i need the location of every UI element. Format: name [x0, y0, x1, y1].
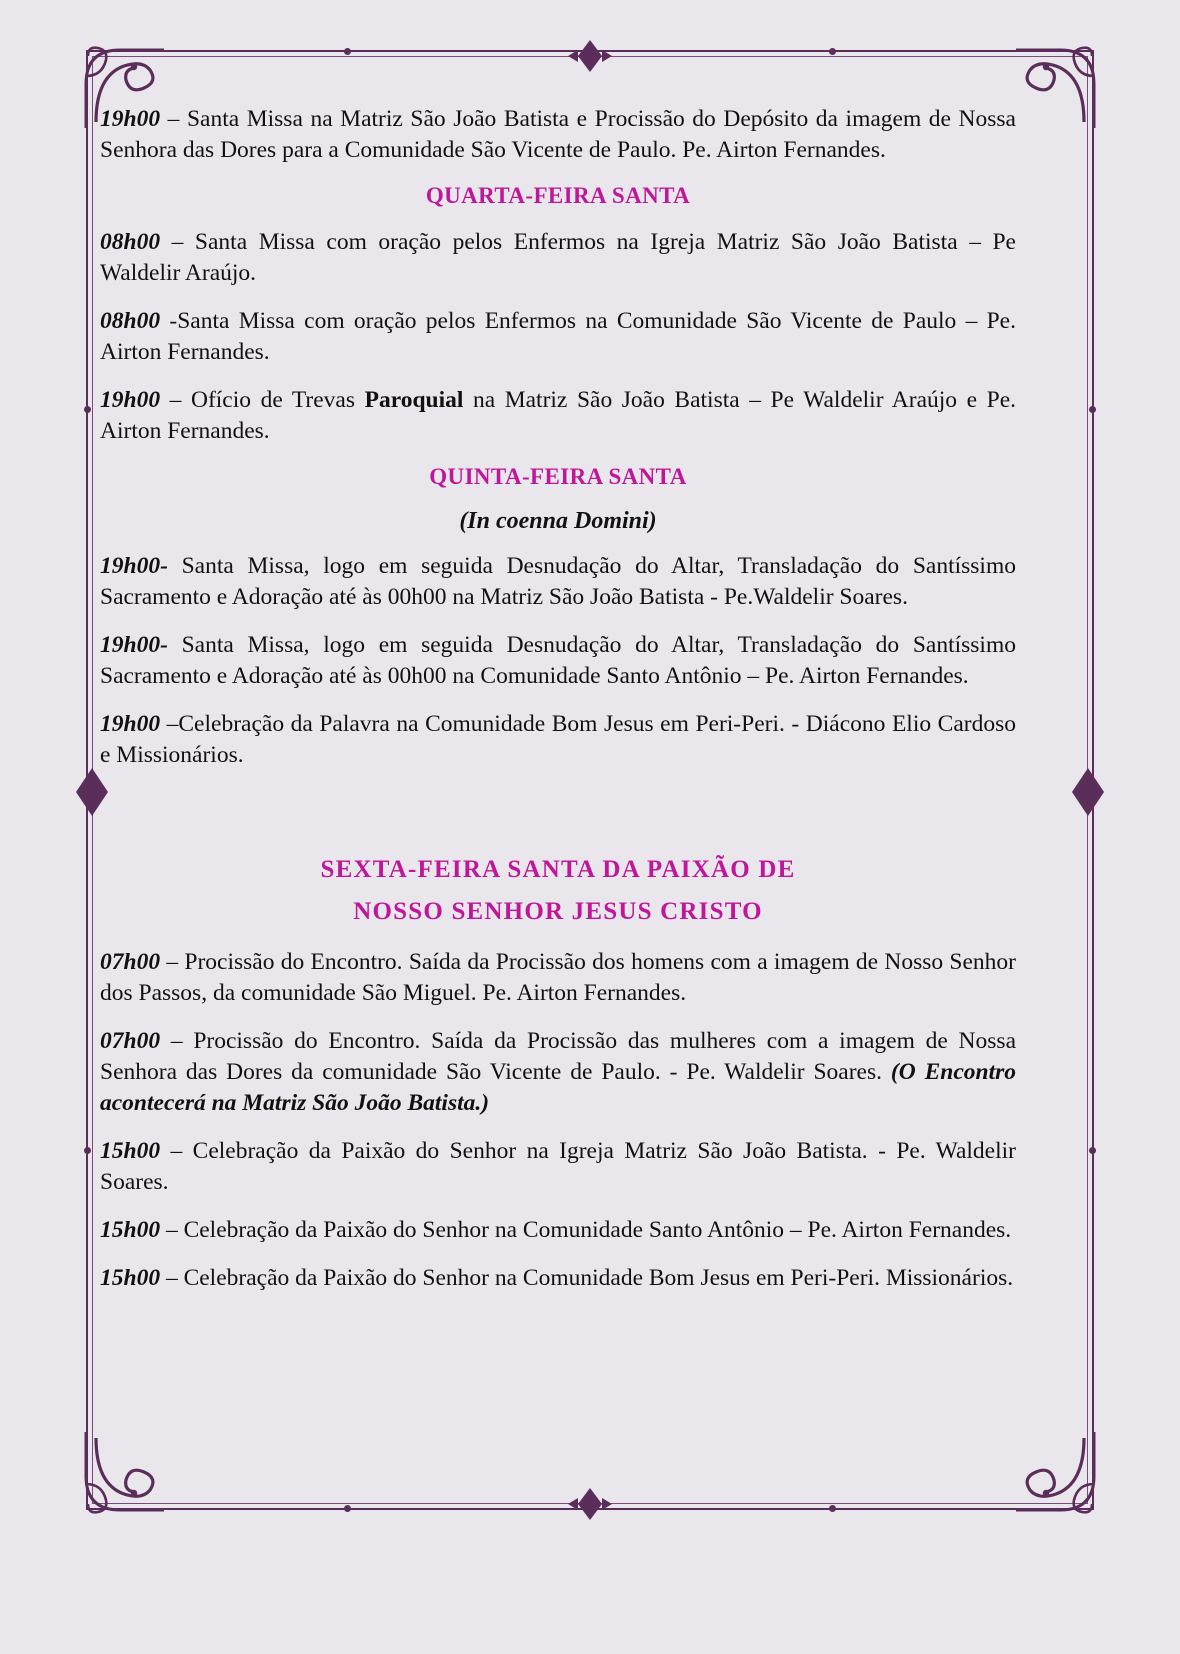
entry-text-before: – Ofício de Trevas: [160, 387, 365, 414]
entry-time: 15h00: [100, 1264, 161, 1291]
border-dot: [1089, 1147, 1096, 1154]
entry-text: – Celebração da Paixão do Senhor na Comunidade Santo Antônio – Pe. Airton Fernandes.: [160, 1216, 1012, 1243]
entry-text: -Santa Missa com oração pelos Enfermos na Comunidade São Vicente de Paulo – Pe. Airton Fernandes.: [100, 308, 1016, 366]
corner-flourish-top-right-icon: [1012, 36, 1108, 132]
entry-time: 08h00: [100, 308, 161, 335]
entry-quarta-08h00-matriz: [100, 227, 1016, 289]
entry-sexta-15h00-matriz: [100, 1136, 1016, 1198]
entry-sexta-07h00-homens: [100, 947, 1016, 1009]
entry-sexta-07h00-mulheres: [100, 1026, 1016, 1119]
entry-quinta-19h00-matriz: [100, 551, 1016, 613]
entry-quarta-19h00-oficio-trevas: [100, 385, 1016, 447]
border-dot: [84, 1147, 91, 1154]
entry-time: 19h00: [100, 387, 161, 414]
heading-quarta-feira-santa: QUARTA-FEIRA SANTA: [425, 183, 691, 209]
entry-text-after: na Matriz São João Batista – Pe Waldelir Araújo e Pe. Airton Fernandes.: [100, 387, 1017, 445]
entry-text: Santa Missa, logo em seguida Desnudação do Altar, Transladação do Santíssimo Sacramento e Adoração até às 00h00 na Matriz São João Batista - Pe.Waldelir Soares.: [100, 553, 1016, 611]
entry-text: – Santa Missa com oração pelos Enfermos na Igreja Matriz São João Batista – Pe Waldelir Araújo.: [100, 229, 1016, 287]
entry-text: – Santa Missa na Matriz São João Batista e Procissão do Depósito da imagem de Nossa Senhora das Dores para a Comunidade São Vicente de Paulo. Pe. Airton Fernandes.: [100, 106, 1016, 164]
entry-text: – Celebração da Paixão do Senhor na Igreja Matriz São João Batista. - Pe. Waldelir Soares.: [100, 1137, 1016, 1195]
entry-text: – Celebração da Paixão do Senhor na Comunidade Bom Jesus em Peri-Peri. Missionários.: [160, 1264, 1014, 1291]
heading-sexta-feira-santa-line2: NOSSO SENHOR JESUS CRISTO: [353, 898, 763, 926]
entry-quinta-19h00-santo-antonio: [100, 630, 1016, 692]
entry-time: 19h00: [100, 106, 161, 132]
subtitle-in-coenna-domini: (In coenna Domini): [459, 508, 657, 535]
diamond-ornament-right-icon: [1070, 762, 1106, 822]
border-dot: [829, 48, 836, 55]
entry-text-emphasis: (O Encontro acontecerá na Matriz São João Batista.): [100, 1058, 1016, 1116]
entry-text: Santa Missa, logo em seguida Desnudação do Altar, Transladação do Santíssimo Sacramento e Adoração até às 00h00 na Comunidade Santo Antônio – Pe. Airton Fernandes.: [100, 632, 1016, 690]
entry-sexta-15h00-bom-jesus: [100, 1263, 1016, 1294]
heading-sexta-feira-santa-line1: SEXTA-FEIRA SANTA DA PAIXÃO DE: [320, 856, 796, 884]
entry-time: 15h00: [100, 1137, 161, 1164]
entry-time: 07h00: [100, 1027, 161, 1054]
diamond-ornament-bottom-icon: [560, 1486, 620, 1522]
entry-sexta-15h00-santo-antonio: [100, 1215, 1016, 1246]
border-dot: [829, 1505, 836, 1512]
entry-time: 19h00: [100, 711, 161, 738]
entry-text: – Procissão do Encontro. Saída da Procissão dos homens com a imagem de Nosso Senhor dos Passos, da comunidade São Miguel. Pe. Airton Fernandes.: [100, 948, 1016, 1006]
border-dot: [344, 1505, 351, 1512]
entry-text-before: – Procissão do Encontro. Saída da Procissão das mulheres com a imagem de Nossa Senhora das Dores da comunidade São Vicente de Paulo. - Pe. Waldelir Soares.: [100, 1027, 1016, 1085]
entry-text-emphasis: Paroquial: [364, 387, 464, 414]
entry-quarta-08h00-sao-vicente: [100, 306, 1016, 368]
entry-quinta-19h00-bom-jesus: [100, 709, 1016, 771]
border-dot: [1089, 406, 1096, 413]
heading-quinta-feira-santa: QUINTA-FEIRA SANTA: [429, 464, 687, 490]
corner-flourish-bottom-left-icon: [72, 1428, 168, 1524]
entry-terca-19h00: [100, 104, 1016, 166]
document-body: [100, 104, 1016, 1294]
entry-time: 08h00: [100, 229, 161, 256]
entry-time: 19h00-: [100, 553, 168, 580]
diamond-ornament-top-icon: [560, 38, 620, 74]
section-spacer: [100, 788, 1016, 818]
entry-text: –Celebração da Palavra na Comunidade Bom Jesus em Peri-Peri. - Diácono Elio Cardoso e Missionários.: [100, 711, 1016, 769]
entry-time: 07h00: [100, 948, 161, 975]
corner-flourish-bottom-right-icon: [1012, 1428, 1108, 1524]
entry-time: 19h00-: [100, 632, 168, 659]
entry-time: 15h00: [100, 1216, 161, 1243]
border-dot: [84, 406, 91, 413]
border-dot: [344, 48, 351, 55]
